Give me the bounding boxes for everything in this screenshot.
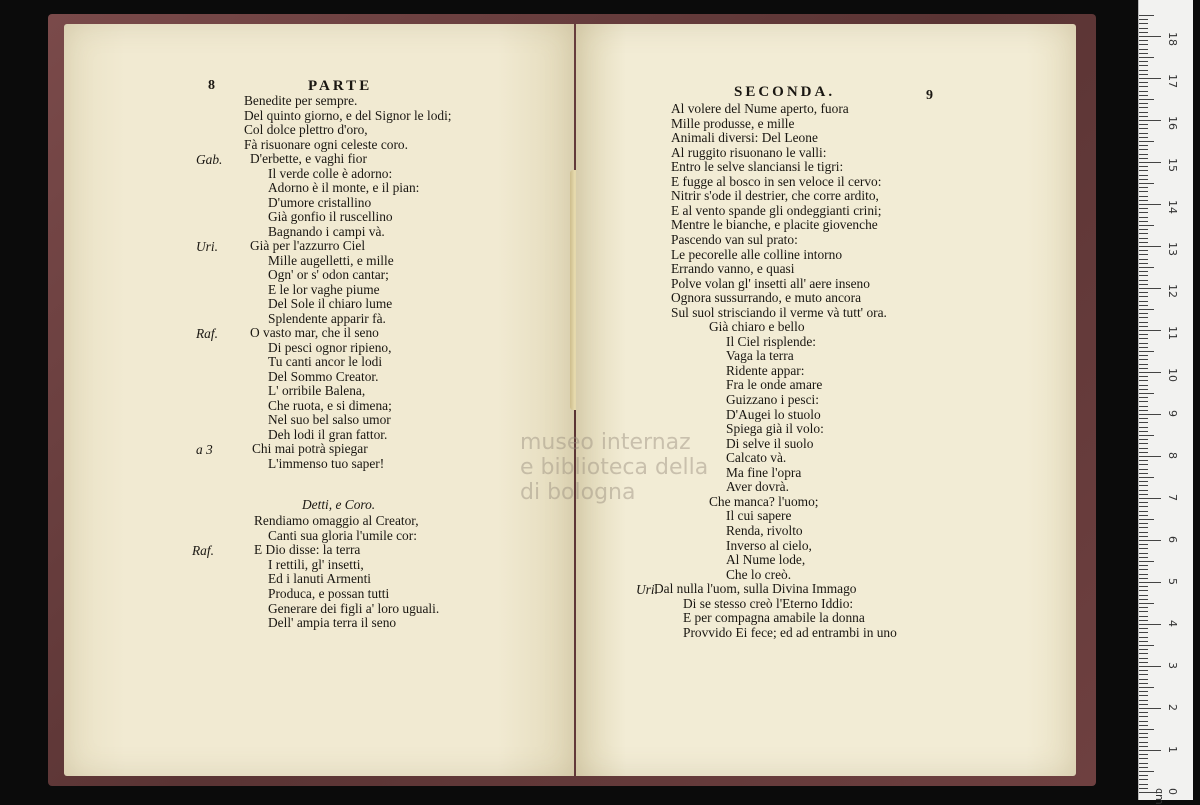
ruler-tick bbox=[1139, 670, 1148, 671]
ruler-tick bbox=[1139, 515, 1148, 516]
verse-line: D'erbette, e vaghi fior bbox=[250, 151, 367, 166]
ruler-tick bbox=[1139, 107, 1148, 108]
verse-line: Ridente appar: bbox=[726, 362, 805, 378]
ruler-tick bbox=[1139, 229, 1148, 230]
verse-line: Pascendo van sul prato: bbox=[671, 231, 798, 247]
ruler-number: 17 bbox=[1166, 74, 1179, 88]
speaker-label: Raf. bbox=[192, 543, 214, 559]
verse-line: Guizzano i pesci: bbox=[726, 392, 819, 407]
verse-line: Il cui sapere bbox=[726, 508, 792, 524]
ruler-tick bbox=[1139, 103, 1148, 104]
page-number-right: 9 bbox=[926, 88, 933, 103]
ruler-tick bbox=[1139, 649, 1148, 650]
verse-line: Ed i lanuti Armenti bbox=[268, 571, 372, 587]
verse-line: Che lo creò. bbox=[726, 566, 792, 582]
ruler-tick bbox=[1139, 158, 1148, 159]
ruler-tick bbox=[1139, 166, 1148, 167]
ruler-tick bbox=[1139, 57, 1154, 58]
ruler-tick bbox=[1139, 313, 1148, 314]
verse-line: Ogn' or s' odon cantar; bbox=[268, 267, 389, 282]
ruler-number: 11 bbox=[1166, 326, 1179, 340]
verse-line: Sul suol strisciando il verme và tutt' ora. bbox=[671, 304, 887, 320]
ruler-tick bbox=[1139, 250, 1148, 251]
verse-line: Tu canti ancor le lodi bbox=[268, 354, 383, 369]
verse-line: Spiega già il volo: bbox=[726, 421, 824, 437]
ruler-tick bbox=[1139, 704, 1148, 705]
watermark: museo internaz e biblioteca della di bologna bbox=[520, 430, 709, 505]
ruler-tick bbox=[1139, 284, 1148, 285]
verse-line: Che manca? l'uomo; bbox=[709, 493, 819, 509]
ruler-tick bbox=[1139, 65, 1148, 66]
verse-line: Mille augelletti, e mille bbox=[268, 252, 394, 268]
ruler-tick bbox=[1139, 32, 1148, 33]
ruler-tick bbox=[1139, 456, 1161, 457]
ruler-tick bbox=[1139, 44, 1148, 45]
ruler-tick bbox=[1139, 221, 1148, 222]
verse-line: Già chiaro e bello bbox=[709, 319, 805, 335]
ruler-tick bbox=[1139, 431, 1148, 432]
ruler-tick bbox=[1139, 141, 1154, 142]
verse-line: I rettili, gl' insetti, bbox=[268, 556, 364, 572]
verse-line: Mentre le bianche, e placite giovenche bbox=[671, 217, 878, 233]
ruler-tick bbox=[1139, 725, 1148, 726]
ruler-tick bbox=[1139, 603, 1154, 604]
ruler-tick bbox=[1139, 61, 1148, 62]
verse-line: Al Nume lode, bbox=[726, 552, 806, 568]
verse-line: Di pesci ognor ripieno, bbox=[268, 339, 392, 355]
ruler-tick bbox=[1139, 380, 1148, 381]
ruler-tick bbox=[1139, 196, 1148, 197]
verse-line: Al volere del Nume aperto, fuora bbox=[671, 101, 849, 116]
ruler-tick bbox=[1139, 70, 1148, 71]
ruler-tick bbox=[1139, 418, 1148, 419]
ruler-tick bbox=[1139, 154, 1148, 155]
verse-line: Inverso al cielo, bbox=[726, 537, 812, 553]
verse-line: Del Sommo Creator. bbox=[268, 368, 379, 384]
verse-line: Già per l'azzurro Ciel bbox=[250, 238, 366, 253]
verse-line: Fra le onde amare bbox=[726, 377, 823, 393]
ruler-tick bbox=[1139, 351, 1154, 352]
ruler-tick bbox=[1139, 574, 1148, 575]
ruler-tick bbox=[1139, 95, 1148, 96]
ruler-tick bbox=[1139, 519, 1154, 520]
ruler-tick bbox=[1139, 586, 1148, 587]
ruler-tick bbox=[1139, 637, 1148, 638]
ruler-tick bbox=[1139, 128, 1148, 129]
ruler-tick bbox=[1139, 527, 1148, 528]
ruler-tick bbox=[1139, 124, 1148, 125]
ruler-tick bbox=[1139, 372, 1161, 373]
ruler-tick bbox=[1139, 716, 1148, 717]
ruler-number: 18 bbox=[1166, 32, 1179, 46]
ruler-tick bbox=[1139, 540, 1161, 541]
verse-line: Calcato và. bbox=[726, 450, 787, 466]
ruler-number: 10 bbox=[1166, 368, 1179, 382]
ruler-tick bbox=[1139, 338, 1148, 339]
verse-line: Col dolce plettro d'oro, bbox=[244, 122, 368, 137]
verse-line: O vasto mar, che il seno bbox=[250, 325, 379, 340]
ruler-tick bbox=[1139, 389, 1148, 390]
ruler-tick bbox=[1139, 750, 1161, 751]
ruler-tick bbox=[1139, 763, 1148, 764]
ruler-tick bbox=[1139, 91, 1148, 92]
ruler-tick bbox=[1139, 641, 1148, 642]
verse-line: Dell' ampia terra il seno bbox=[268, 615, 397, 631]
ruler-tick bbox=[1139, 326, 1148, 327]
verse-line: Renda, rivolto bbox=[726, 522, 803, 538]
ruler-tick bbox=[1139, 187, 1148, 188]
ruler-tick bbox=[1139, 553, 1148, 554]
verse-line: Deh lodi il gran fattor. bbox=[268, 426, 388, 442]
ruler-tick bbox=[1139, 674, 1148, 675]
section-heading: Detti, e Coro. bbox=[302, 497, 376, 512]
speaker-label: a 3 bbox=[196, 442, 213, 457]
ruler-tick bbox=[1139, 322, 1148, 323]
ruler-tick bbox=[1139, 481, 1148, 482]
verse-line: L'immenso tuo saper! bbox=[268, 455, 385, 471]
ruler-tick bbox=[1139, 414, 1161, 415]
ruler-tick bbox=[1139, 401, 1148, 402]
page-header-right: SECONDA. bbox=[734, 84, 836, 100]
verse-line: Generare dei figli a' loro uguali. bbox=[268, 600, 440, 616]
verse-line: Di se stesso creò l'Eterno Iddio: bbox=[683, 595, 854, 611]
ruler-tick bbox=[1139, 259, 1148, 260]
ruler-tick bbox=[1139, 301, 1148, 302]
ruler-tick bbox=[1139, 53, 1148, 54]
ruler-tick bbox=[1139, 754, 1148, 755]
verse-line: Del Sole il chiaro lume bbox=[268, 296, 393, 311]
verse-line: Nitrir s'ode il destrier, che corre ardito, bbox=[671, 188, 879, 204]
ruler-tick bbox=[1139, 19, 1148, 20]
verse-line: Entro le selve slanciansi le tigri: bbox=[671, 159, 844, 175]
ruler-tick bbox=[1139, 49, 1148, 50]
measurement-ruler bbox=[1138, 0, 1193, 805]
verse-line: E Dio disse: la terra bbox=[254, 542, 361, 558]
ruler-tick bbox=[1139, 742, 1148, 743]
verse-line: E fugge al bosco in sen veloce il cervo: bbox=[671, 173, 882, 189]
ruler-tick bbox=[1139, 502, 1148, 503]
ruler-tick bbox=[1139, 112, 1148, 113]
verse-line: Polve volan gl' insetti all' aere inseno bbox=[671, 275, 870, 291]
ruler-number: 14 bbox=[1166, 200, 1179, 214]
ruler-tick bbox=[1139, 548, 1148, 549]
verse-line: Rendiamo omaggio al Creator, bbox=[254, 513, 419, 528]
ruler-tick bbox=[1139, 595, 1148, 596]
verse-line: E le lor vaghe piume bbox=[268, 281, 380, 297]
ruler-number: 0 cm bbox=[1153, 788, 1179, 805]
ruler-number: 4 bbox=[1166, 620, 1179, 627]
ruler-number: 1 bbox=[1166, 746, 1179, 753]
ruler-tick bbox=[1139, 498, 1161, 499]
ruler-tick bbox=[1139, 359, 1148, 360]
ruler-tick bbox=[1139, 133, 1148, 134]
ruler-tick bbox=[1139, 611, 1148, 612]
ruler-tick bbox=[1139, 536, 1148, 537]
ruler-tick bbox=[1139, 317, 1148, 318]
verse-line: Vaga la terra bbox=[726, 348, 794, 364]
ruler-tick bbox=[1139, 691, 1148, 692]
ruler-tick bbox=[1139, 427, 1148, 428]
ruler-tick bbox=[1139, 506, 1148, 507]
ruler-tick bbox=[1139, 406, 1148, 407]
ruler-tick bbox=[1139, 86, 1148, 87]
ruler-tick bbox=[1139, 620, 1148, 621]
verse-line: Benedite per sempre. bbox=[244, 93, 358, 108]
verse-line: Animali diversi: Del Leone bbox=[671, 130, 818, 146]
ruler-tick bbox=[1139, 628, 1148, 629]
ruler-tick bbox=[1139, 737, 1148, 738]
ruler-tick bbox=[1139, 733, 1148, 734]
ruler-tick bbox=[1139, 653, 1148, 654]
ruler-tick bbox=[1139, 347, 1148, 348]
ruler-tick bbox=[1139, 170, 1148, 171]
ruler-tick bbox=[1139, 305, 1148, 306]
ruler-tick bbox=[1139, 191, 1148, 192]
verse-line: Mille produsse, e mille bbox=[671, 115, 795, 131]
ruler-tick bbox=[1139, 292, 1148, 293]
ruler-tick bbox=[1139, 779, 1148, 780]
verse-line: Al ruggito risuonano le valli: bbox=[671, 144, 827, 160]
ruler-tick bbox=[1139, 238, 1148, 239]
verse-line: Che ruota, e si dimena; bbox=[268, 397, 392, 413]
ruler-tick bbox=[1139, 666, 1161, 667]
verse-line: Splendente apparir fà. bbox=[268, 310, 386, 326]
ruler-tick bbox=[1139, 280, 1148, 281]
ruler-number: 15 bbox=[1166, 158, 1179, 172]
ruler-tick bbox=[1139, 330, 1161, 331]
verse-line: Dal nulla l'uom, sulla Divina Immago bbox=[654, 581, 857, 597]
ruler-tick bbox=[1139, 712, 1148, 713]
ruler-tick bbox=[1139, 561, 1154, 562]
ruler-tick bbox=[1139, 679, 1148, 680]
ruler-tick bbox=[1139, 565, 1148, 566]
ruler-tick bbox=[1139, 208, 1148, 209]
verse-line: Nel suo bel salso umor bbox=[268, 412, 391, 427]
ruler-tick bbox=[1139, 99, 1154, 100]
ruler-tick bbox=[1139, 200, 1148, 201]
verse-line: D'umore cristallino bbox=[268, 194, 372, 210]
verse-line: E per compagna amabile la donna bbox=[683, 610, 865, 626]
ruler-tick bbox=[1139, 116, 1148, 117]
ruler-tick bbox=[1139, 397, 1148, 398]
ruler-tick bbox=[1139, 624, 1161, 625]
verse-line: Provvido Ei fece; ed ad entrambi in uno bbox=[683, 624, 897, 640]
verse-line: D'Augei lo stuolo bbox=[726, 406, 821, 422]
verse-line: Le pecorelle alle colline intorno bbox=[671, 246, 843, 262]
ruler-number: 2 bbox=[1166, 704, 1179, 711]
ruler-tick bbox=[1139, 296, 1148, 297]
ruler-tick bbox=[1139, 246, 1161, 247]
ruler-tick bbox=[1139, 578, 1148, 579]
ruler-tick bbox=[1139, 700, 1148, 701]
ruler-tick bbox=[1139, 204, 1161, 205]
verse-line: Chi mai potrà spiegar bbox=[252, 441, 368, 456]
verse-line: Ma fine l'opra bbox=[726, 464, 802, 480]
ruler-number: 13 bbox=[1166, 242, 1179, 256]
verse-line: Bagnando i campi và. bbox=[268, 223, 385, 239]
ruler-tick bbox=[1139, 183, 1154, 184]
ruler-tick bbox=[1139, 82, 1148, 83]
ruler-tick bbox=[1139, 460, 1148, 461]
ruler-tick bbox=[1139, 410, 1148, 411]
ruler-tick bbox=[1139, 473, 1148, 474]
ruler-tick bbox=[1139, 616, 1148, 617]
ruler-number: 7 bbox=[1166, 494, 1179, 501]
ruler-tick bbox=[1139, 729, 1154, 730]
verse-line: Errando vanno, e quasi bbox=[671, 261, 795, 277]
ruler-tick bbox=[1139, 569, 1148, 570]
ruler-number: 8 bbox=[1166, 452, 1179, 459]
ruler-tick bbox=[1139, 721, 1148, 722]
ruler-tick bbox=[1139, 784, 1148, 785]
ruler-tick bbox=[1139, 788, 1148, 789]
speaker-label: Raf. bbox=[196, 326, 218, 341]
ruler-tick bbox=[1139, 523, 1148, 524]
verse-line: Aver dovrà. bbox=[726, 479, 789, 495]
ruler-tick bbox=[1139, 355, 1148, 356]
ruler-tick bbox=[1139, 175, 1148, 176]
ruler-tick bbox=[1139, 758, 1148, 759]
left-page bbox=[64, 24, 574, 776]
ruler-number: 16 bbox=[1166, 116, 1179, 130]
ruler-tick bbox=[1139, 511, 1148, 512]
ruler-number: 9 bbox=[1166, 410, 1179, 417]
ruler-tick bbox=[1139, 557, 1148, 558]
ruler-tick bbox=[1139, 532, 1148, 533]
ruler-tick bbox=[1139, 364, 1148, 365]
ruler-tick bbox=[1139, 271, 1148, 272]
ruler-tick bbox=[1139, 452, 1148, 453]
ruler-tick bbox=[1139, 212, 1148, 213]
verse-line: E al vento spande gli ondeggianti crini; bbox=[671, 202, 882, 218]
ruler-tick bbox=[1139, 645, 1154, 646]
ruler-tick bbox=[1139, 40, 1148, 41]
ruler-tick bbox=[1139, 771, 1154, 772]
ruler-tick bbox=[1139, 464, 1148, 465]
ruler-tick bbox=[1139, 343, 1148, 344]
ruler-tick bbox=[1139, 443, 1148, 444]
ruler-tick bbox=[1139, 599, 1148, 600]
ruler-tick bbox=[1139, 422, 1148, 423]
ruler-tick bbox=[1139, 254, 1148, 255]
ruler-tick bbox=[1139, 582, 1161, 583]
ruler-tick bbox=[1139, 334, 1148, 335]
speaker-label: Uri. bbox=[196, 239, 218, 254]
ruler-tick bbox=[1139, 746, 1148, 747]
page-header-left: PARTE bbox=[308, 78, 373, 94]
ruler-tick bbox=[1139, 393, 1154, 394]
ruler-tick bbox=[1139, 74, 1148, 75]
ruler-tick bbox=[1139, 233, 1148, 234]
ruler-tick bbox=[1139, 662, 1148, 663]
speaker-label: Gab. bbox=[196, 152, 223, 167]
ruler-tick bbox=[1139, 309, 1154, 310]
ruler-tick bbox=[1139, 28, 1148, 29]
ruler-tick bbox=[1139, 23, 1148, 24]
right-page bbox=[576, 24, 1076, 776]
ruler-number: 6 bbox=[1166, 536, 1179, 543]
verse-line: Di selve il suolo bbox=[726, 435, 814, 451]
ruler-tick bbox=[1139, 162, 1161, 163]
verse-line: L' orribile Balena, bbox=[268, 383, 366, 398]
ruler-tick bbox=[1139, 590, 1148, 591]
speaker-label: Uri. bbox=[636, 582, 658, 598]
verse-line: Del quinto giorno, e del Signor le lodi; bbox=[244, 107, 452, 123]
ruler-tick bbox=[1139, 242, 1148, 243]
ruler-tick bbox=[1139, 78, 1161, 79]
ruler-tick bbox=[1139, 687, 1154, 688]
ruler-tick bbox=[1139, 145, 1148, 146]
ruler-tick bbox=[1139, 435, 1154, 436]
ruler-tick bbox=[1139, 267, 1154, 268]
ruler-tick bbox=[1139, 775, 1148, 776]
ruler-tick bbox=[1139, 632, 1148, 633]
verse-line: Il Ciel risplende: bbox=[726, 333, 816, 349]
ruler-tick bbox=[1139, 179, 1148, 180]
ruler-tick bbox=[1139, 469, 1148, 470]
ruler-tick bbox=[1139, 288, 1161, 289]
ruler-number: 5 bbox=[1166, 578, 1179, 585]
ruler-tick bbox=[1139, 149, 1148, 150]
ruler-tick bbox=[1139, 607, 1148, 608]
ruler-tick bbox=[1139, 15, 1154, 16]
ruler-tick bbox=[1139, 385, 1148, 386]
ruler-tick bbox=[1139, 376, 1148, 377]
ruler-tick bbox=[1139, 494, 1148, 495]
ruler-tick bbox=[1139, 225, 1154, 226]
ruler-number: 3 bbox=[1166, 662, 1179, 669]
ruler-tick bbox=[1139, 658, 1148, 659]
ruler-tick bbox=[1139, 477, 1154, 478]
ruler-tick bbox=[1139, 137, 1148, 138]
ruler-tick bbox=[1139, 263, 1148, 264]
ruler-tick bbox=[1139, 368, 1148, 369]
ruler-tick bbox=[1139, 217, 1148, 218]
ruler-tick bbox=[1139, 485, 1148, 486]
ruler-number: 12 bbox=[1166, 284, 1179, 298]
ruler-tick bbox=[1139, 439, 1148, 440]
verse-line: Adorno è il monte, e il pian: bbox=[268, 180, 420, 195]
verse-line: Il verde colle è adorno: bbox=[268, 165, 393, 181]
ruler-tick bbox=[1139, 448, 1148, 449]
verse-line: Già gonfio il ruscellino bbox=[268, 209, 393, 224]
ruler-tick bbox=[1139, 767, 1148, 768]
ruler-tick bbox=[1139, 544, 1148, 545]
verse-line: Fà risuonare ogni celeste coro. bbox=[244, 136, 408, 152]
ruler-tick bbox=[1139, 36, 1161, 37]
ruler-tick bbox=[1139, 683, 1148, 684]
ruler-tick bbox=[1139, 708, 1161, 709]
ruler-tick bbox=[1139, 275, 1148, 276]
verse-line: Produca, e possan tutti bbox=[268, 586, 390, 601]
verse-line: Canti sua gloria l'umile cor: bbox=[268, 527, 417, 543]
ruler-tick bbox=[1139, 490, 1148, 491]
verse-line: Ognora sussurrando, e muto ancora bbox=[671, 290, 862, 306]
ruler-tick bbox=[1139, 695, 1148, 696]
page-number-left: 8 bbox=[208, 78, 215, 93]
ruler-tick bbox=[1139, 120, 1161, 121]
